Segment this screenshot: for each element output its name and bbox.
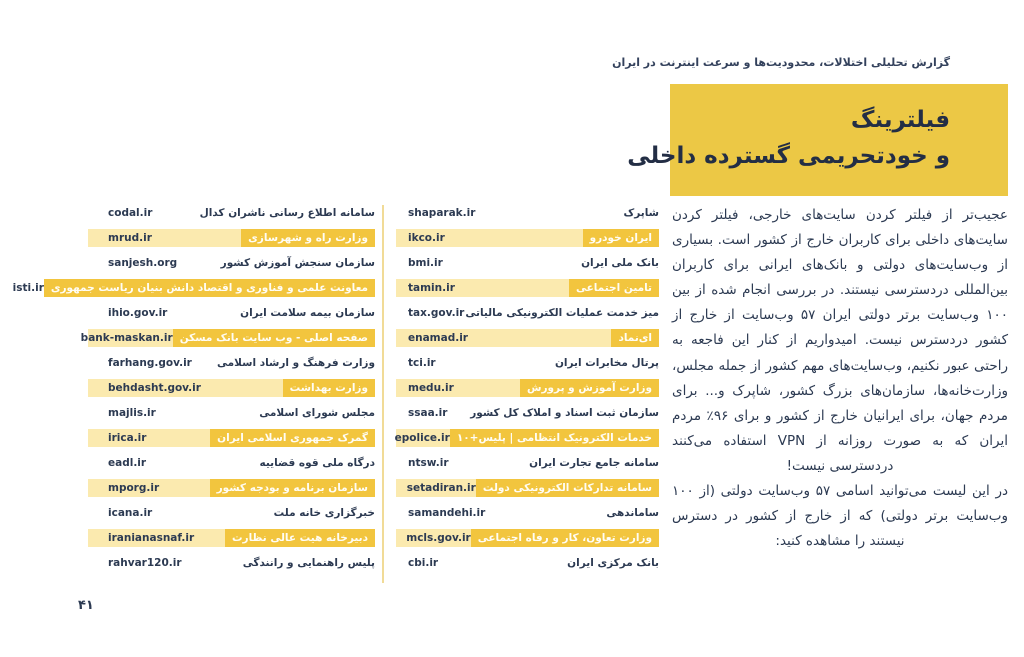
- site-list-middle: [396, 204, 659, 579]
- site-domain: codal.ir: [108, 207, 153, 219]
- chapter-title-line-1: فیلترینگ: [850, 107, 950, 133]
- site-row: [396, 529, 659, 547]
- site-row: [88, 304, 375, 322]
- site-domain: icana.ir: [108, 507, 153, 519]
- site-row: [396, 379, 659, 397]
- article-paragraph-1: عجیب‌تر از فیلتر کردن سایت‌های خارجی، فیلتر کردن سایت‌های داخلی برای کاربران خارج از کشور است. بسیاری از وب‌سایت‌های دولتی و بانک‌های ایرانی برای کاربران بین‌المللی دردسترسی نیستند. در بررسی انجام شده از بین ۱۰۰ وب‌سایت برتر دولتی ایران ۵۷ وب‌سایت از خارج از کشور دردسترس نیست. امیدواریم از کنار این فاجعه به راحتی عبور نکنیم، وب‌سایت‌های مهم کشور از جمله مجلس، وزارت‌خانه‌ها، سازمان‌های بزرگ کشور، شاپرک و... برای مردم جهان، برای ایرانیان خارج از کشور و برای ۹۶٪ مردم ایران که به صورت روزانه از VPN استفاده می‌کنند دردسترسی نیست!: [672, 207, 1009, 474]
- site-domain: mcls.gov.ir: [406, 532, 471, 544]
- site-row: [396, 229, 659, 247]
- site-label: پرتال مخابرات ایران: [554, 357, 659, 369]
- site-label: بانک ملی ایران: [581, 257, 659, 269]
- column-divider: [382, 205, 384, 583]
- site-row: [88, 204, 375, 222]
- site-domain: eadl.ir: [108, 457, 147, 469]
- site-domain: ssaa.ir: [408, 407, 448, 419]
- site-row: [88, 529, 375, 547]
- site-label: ای‌نماد: [611, 329, 659, 347]
- site-row: [80, 329, 375, 347]
- site-label: وزارت فرهنگ و ارشاد اسلامی: [217, 357, 375, 369]
- site-label: سازمان برنامه و بودجه کشور: [210, 479, 375, 497]
- site-domain: farhang.gov.ir: [108, 357, 192, 369]
- site-label: صفحه اصلی - وب سایت بانک مسکن: [173, 329, 375, 347]
- site-label: سامانه اطلاع رسانی ناشران کدال: [199, 207, 375, 219]
- site-row: [88, 454, 375, 472]
- site-domain: tax.gov.ir: [408, 307, 465, 319]
- site-domain: epolice.ir: [394, 432, 450, 444]
- site-domain: rahvar120.ir: [108, 557, 182, 569]
- site-domain: medu.ir: [408, 382, 454, 394]
- site-row: [88, 404, 375, 422]
- site-label: سازمان ثبت اسناد و املاک کل کشور: [470, 407, 659, 419]
- site-domain: ikco.ir: [408, 232, 445, 244]
- page-number: ۴۱: [78, 598, 94, 613]
- article-paragraph-2: در این لیست می‌توانید اسامی ۵۷ وب‌سایت دولتی (از ۱۰۰ وب‌سایت برتر دولتی) که از خارج از کشور در دسترس نیستند را مشاهده کنید:: [672, 483, 1008, 550]
- site-row: [396, 454, 659, 472]
- site-label: معاونت علمی و فناوری و اقتصاد دانش بنیان ریاست جمهوری: [44, 279, 375, 297]
- site-label: وزارت تعاون، کار و رفاه اجتماعی: [471, 529, 659, 547]
- site-label: وزارت راه و شهرسازی: [241, 229, 375, 247]
- site-label: خبرگزاری خانه ملت: [273, 507, 375, 519]
- site-domain: bank-maskan.ir: [80, 332, 173, 344]
- site-label: بانک مرکزی ایران: [567, 557, 659, 569]
- site-label: خدمات الکترونیک انتظامی | پلیس+۱۰: [450, 429, 659, 447]
- site-domain: ihio.gov.ir: [108, 307, 168, 319]
- site-domain: behdasht.gov.ir: [108, 382, 201, 394]
- article-body: [672, 203, 1008, 554]
- site-domain: irica.ir: [108, 432, 147, 444]
- site-row: [396, 479, 659, 497]
- site-row: [88, 379, 375, 397]
- site-row: [396, 354, 659, 372]
- site-row: [88, 429, 375, 447]
- site-row: [396, 504, 659, 522]
- site-domain: samandehi.ir: [408, 507, 486, 519]
- site-domain: iranianasnaf.ir: [108, 532, 195, 544]
- site-list-left: [12, 204, 375, 579]
- chapter-title-block: [627, 84, 1008, 196]
- site-domain: sanjesh.org: [108, 257, 178, 269]
- site-label: سازمان بیمه سلامت ایران: [240, 307, 375, 319]
- site-label: وزارت بهداشت: [283, 379, 375, 397]
- site-domain: mporg.ir: [108, 482, 160, 494]
- site-label: پلیس راهنمایی و رانندگی: [242, 557, 375, 569]
- site-row: [88, 229, 375, 247]
- site-domain: shaparak.ir: [408, 207, 476, 219]
- site-row: [12, 279, 375, 297]
- site-label: مجلس شورای اسلامی: [259, 407, 375, 419]
- site-row: [88, 254, 375, 272]
- site-domain: bmi.ir: [408, 257, 443, 269]
- site-row: [396, 279, 659, 297]
- site-label: سامانه تدارکات الکترونیکی دولت: [476, 479, 659, 497]
- site-label: سازمان سنجش آموزش کشور: [220, 257, 375, 269]
- site-domain: tamin.ir: [408, 282, 455, 294]
- site-row: [396, 404, 659, 422]
- site-row: [88, 504, 375, 522]
- site-label: وزارت آموزش و پرورش: [520, 379, 659, 397]
- report-header-title: گزارش تحلیلی اختلالات، محدودیت‌ها و سرعت اینترنت در ایران: [612, 56, 950, 69]
- site-domain: tci.ir: [408, 357, 436, 369]
- site-row: [88, 554, 375, 572]
- chapter-title-line-2: و خودتحریمی گسترده داخلی: [627, 143, 950, 169]
- site-row: [396, 554, 659, 572]
- site-label: ایران خودرو: [583, 229, 659, 247]
- site-row: [396, 329, 659, 347]
- site-row: [396, 204, 659, 222]
- site-domain: cbi.ir: [408, 557, 439, 569]
- site-domain: majlis.ir: [108, 407, 156, 419]
- site-row: [88, 479, 375, 497]
- site-row: [396, 429, 659, 447]
- site-row: [396, 304, 659, 322]
- site-label: سامانه جامع تجارت ایران: [529, 457, 659, 469]
- site-label: شاپرک: [623, 207, 659, 219]
- site-label: تامین اجتماعی: [569, 279, 659, 297]
- site-domain: setadiran.ir: [406, 482, 476, 494]
- site-domain: mrud.ir: [108, 232, 152, 244]
- site-label: ساماندهی: [606, 507, 659, 519]
- site-domain: enamad.ir: [408, 332, 468, 344]
- site-label: میز خدمت عملیات الکترونیکی مالیاتی: [465, 307, 659, 319]
- site-row: [88, 354, 375, 372]
- site-label: درگاه ملی قوه قضاییه: [259, 457, 375, 469]
- site-domain: isti.ir: [12, 282, 44, 294]
- site-label: دبیرخانه هیت عالی نظارت: [225, 529, 375, 547]
- site-row: [396, 254, 659, 272]
- site-domain: ntsw.ir: [408, 457, 449, 469]
- site-label: گمرک جمهوری اسلامی ایران: [210, 429, 375, 447]
